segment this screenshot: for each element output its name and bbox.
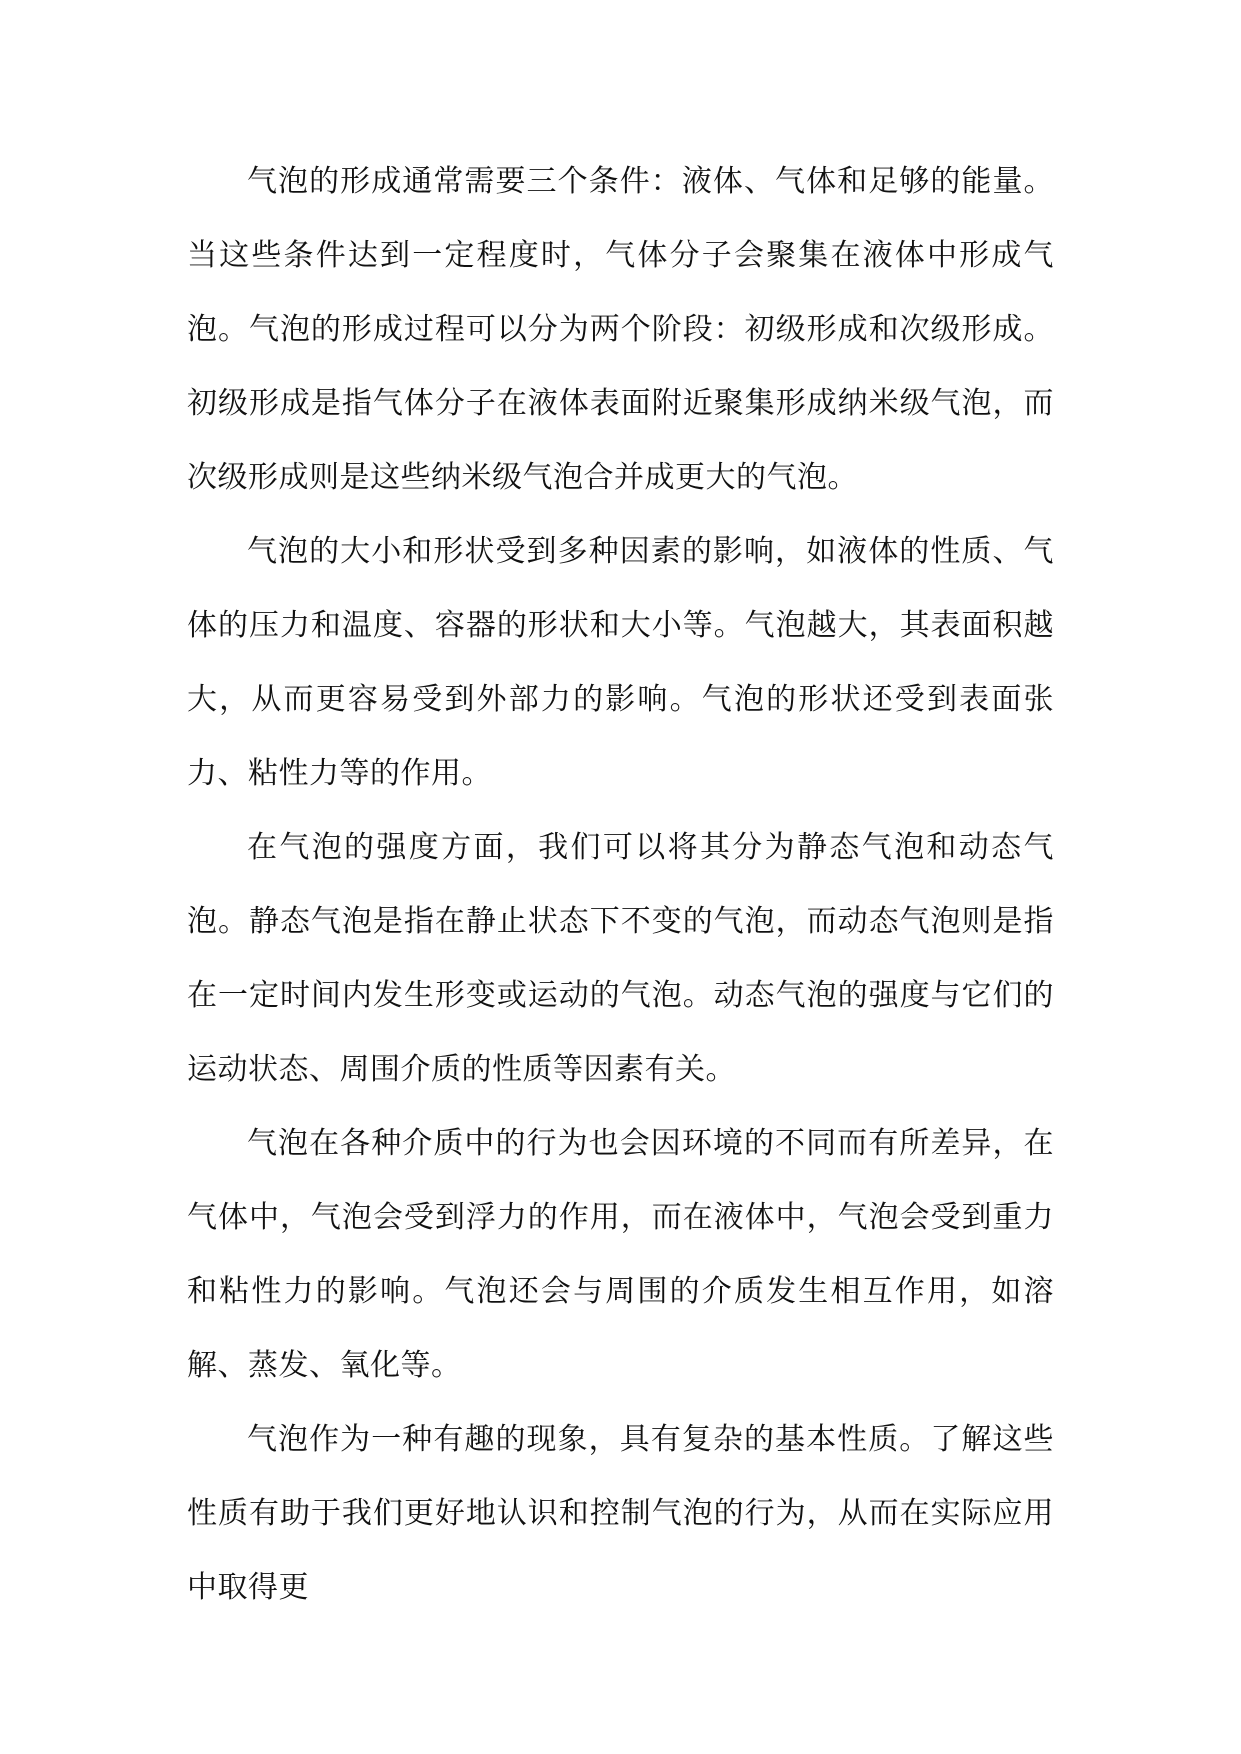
- paragraph-bubble-formation: 气泡的形成通常需要三个条件：液体、气体和足够的能量。当这些条件达到一定程度时，气体分子会聚集在液体中形成气泡。气泡的形成过程可以分为两个阶段：初级形成和次级形成。初级形成是指气体分子在液体表面附近聚集形成纳米级气泡，而次级形成则是这些纳米级气泡合并成更大的气泡。: [187, 164, 1054, 495]
- paragraph-bubble-size-shape: 气泡的大小和形状受到多种因素的影响，如液体的性质、气体的压力和温度、容器的形状和大小等。气泡越大，其表面积越大，从而更容易受到外部力的影响。气泡的形状还受到表面张力、粘性力等的作用。: [187, 534, 1054, 791]
- paragraph-bubble-behavior: 气泡在各种介质中的行为也会因环境的不同而有所差异，在气体中，气泡会受到浮力的作用，而在液体中，气泡会受到重力和粘性力的影响。气泡还会与周围的介质发生相互作用，如溶解、蒸发、氧化等。: [187, 1126, 1054, 1383]
- paragraph-bubble-conclusion: 气泡作为一种有趣的现象，具有复杂的基本性质。了解这些性质有助于我们更好地认识和控制气泡的行为，从而在实际应用中取得更: [187, 1422, 1054, 1605]
- paragraph-bubble-strength: 在气泡的强度方面，我们可以将其分为静态气泡和动态气泡。静态气泡是指在静止状态下不变的气泡，而动态气泡则是指在一定时间内发生形变或运动的气泡。动态气泡的强度与它们的运动状态、周围介质的性质等因素有关。: [187, 830, 1054, 1087]
